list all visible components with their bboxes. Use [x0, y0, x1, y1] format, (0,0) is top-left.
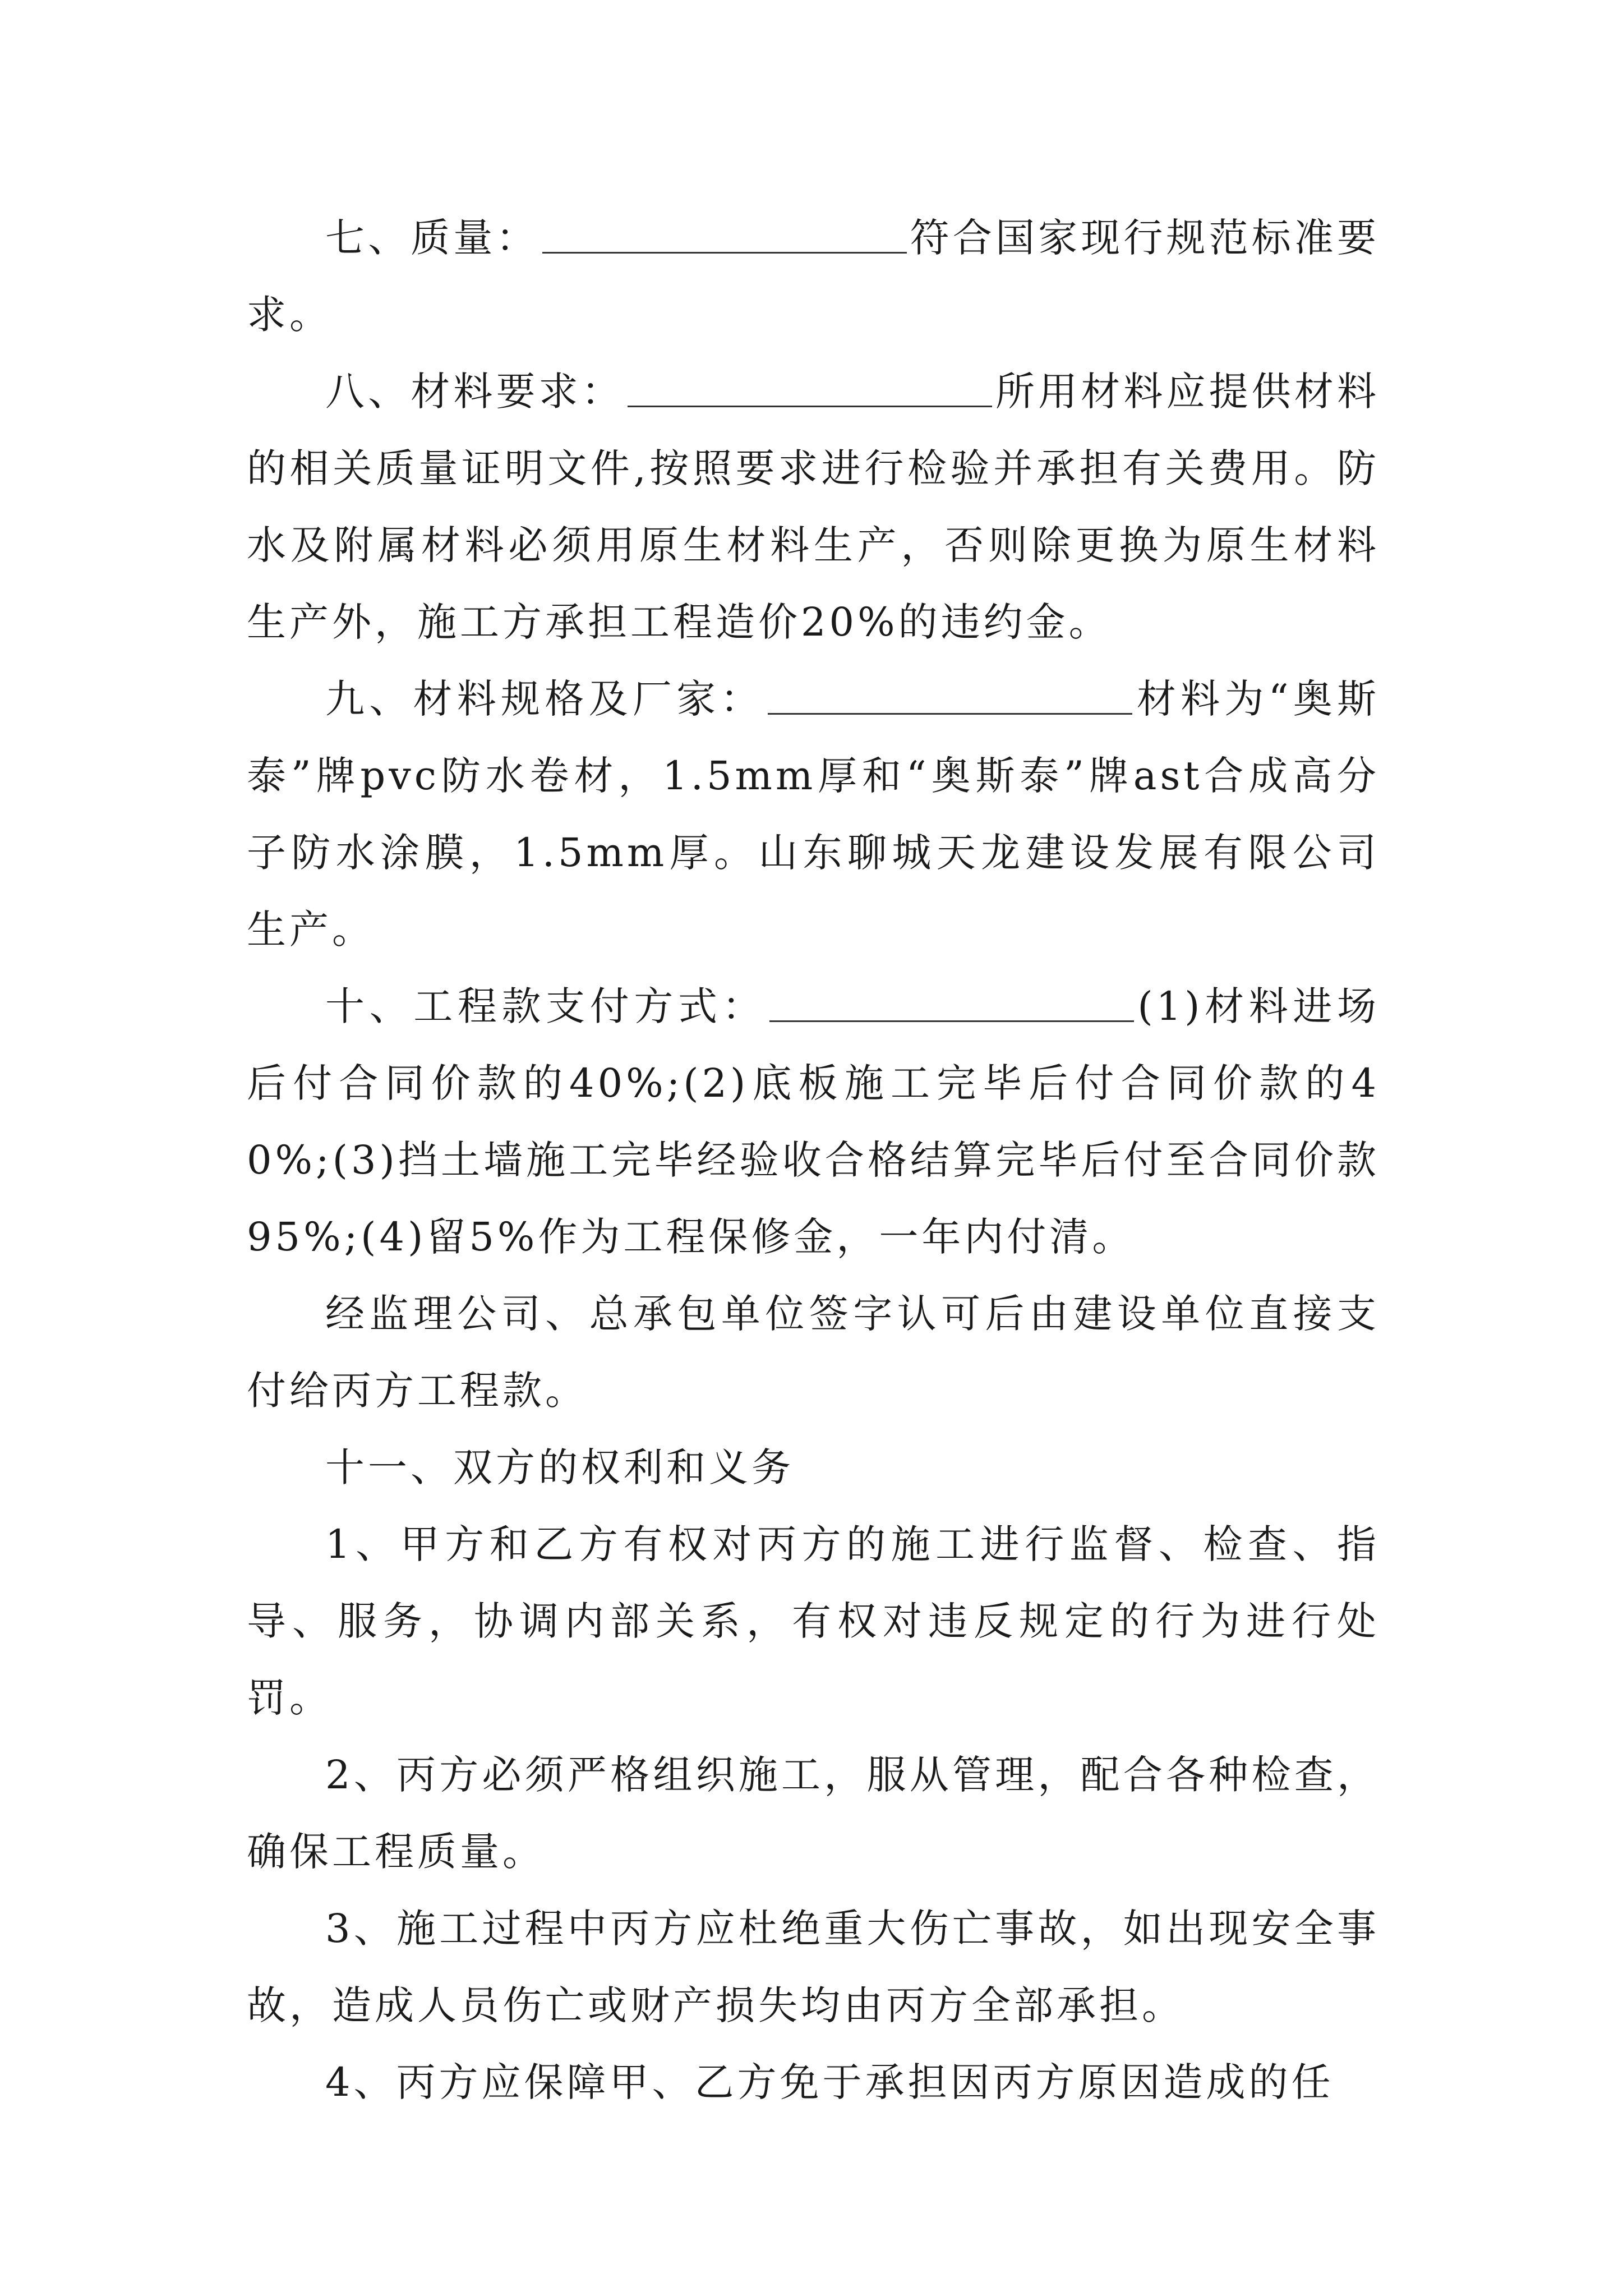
clause-spec-heading: 九、材料规格及厂家： — [325, 676, 764, 722]
rights-item-4: 4、丙方应保障甲、乙方免于承担因丙方原因造成的任 — [325, 2059, 1334, 2105]
fill-in-blank-quality — [542, 214, 907, 254]
payment-approval-paragraph: 经监理公司、总承包单位签字认可后由建设单位直接支付给丙方工程款。 — [247, 1291, 1380, 1414]
rights-item-1: 1、甲方和乙方有权对丙方的施工进行监督、检查、指导、服务，协调内部关系，有权对违反规定的行为进行处罚。 — [247, 1521, 1380, 1721]
clause-quality-heading: 七、质量： — [325, 215, 539, 261]
clause-payment-text: (1)材料进场后付合同价款的40%;(2)底板施工完毕后付合同价款的40%;(3)挡土墙施工完毕经验收合格结算完毕后付至合同价款95%;(4)留5%作为工程保修金，一年内付清。 — [247, 983, 1380, 1260]
contract-body — [247, 200, 1380, 2121]
fill-in-blank-material — [628, 368, 992, 407]
clause-material-spec — [247, 661, 1380, 968]
rights-item-2: 2、丙方必须严格组织施工，服从管理，配合各种检查，确保工程质量。 — [247, 1752, 1380, 1875]
clause-spec-text: 材料为“奥斯泰”牌pvc防水卷材，1.5mm厚和“奥斯泰”牌ast合成高分子防水涂膜，1.5mm厚。山东聊城天龙建设发展有限公司生产。 — [247, 676, 1380, 953]
clause-payment-heading: 十、工程款支付方式： — [325, 983, 767, 1029]
clause-material-requirements — [247, 353, 1380, 661]
clause-payment-method — [247, 968, 1380, 1276]
fill-in-blank-payment — [769, 983, 1134, 1022]
rights-item-3: 3、施工过程中丙方应杜绝重大伤亡事故，如出现安全事故，造成人员伤亡或财产损失均由丙方全部承担。 — [247, 1906, 1380, 2028]
clause-material-heading: 八、材料要求： — [325, 369, 624, 415]
clause-quality-text: 符合国家现行规范标准要求。 — [247, 215, 1380, 338]
clause-rights-obligations-heading: 十一、双方的权利和义务 — [325, 1444, 794, 1490]
fill-in-blank-spec — [768, 675, 1132, 715]
clause-material-text: 所用材料应提供材料的相关质量证明文件,按照要求进行检验并承担有关费用。防水及附属材料必须用原生材料生产，否则除更换为原生材料生产外，施工方承担工程造价20%的违约金。 — [247, 369, 1380, 645]
clause-quality — [247, 200, 1380, 353]
